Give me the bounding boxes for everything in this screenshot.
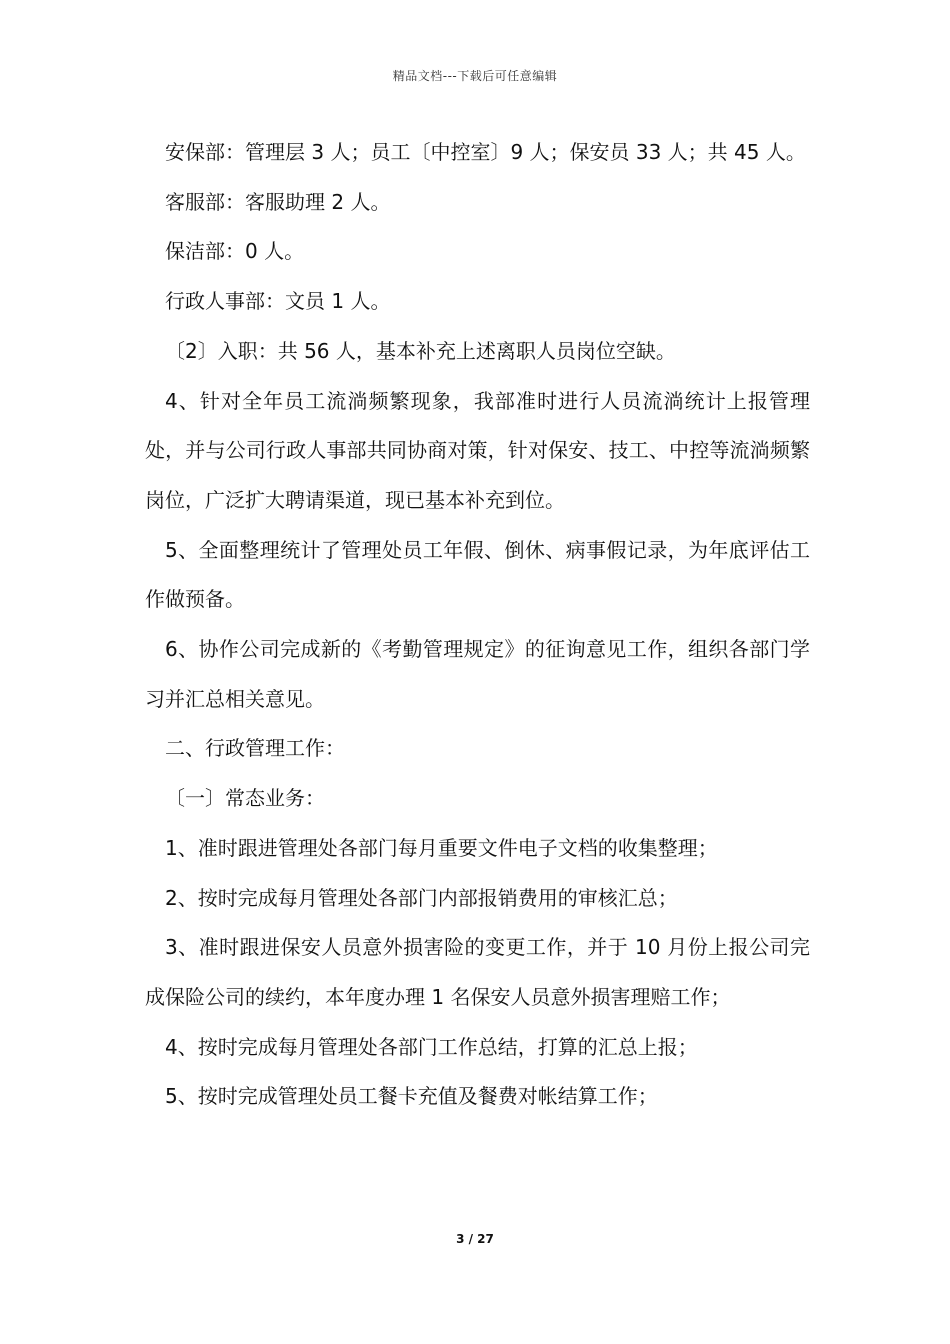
paragraph-item-5: 5、全面整理统计了管理处员工年假、倒休、病事假记录，为年底评估工作做预备。 [145,537,810,612]
paragraph-cleaning-dept: 保洁部：0 人。 [165,239,305,264]
list-item-3: 3、准时跟进保安人员意外损害险的变更工作，并于 10 月份上报公司完成保险公司的续约，本年度办理 1 名保安人员意外损害理赔工作； [145,935,810,1009]
paragraph-customer-service-dept: 客服部：客服助理 2 人。 [165,189,391,214]
page-header: 精品文档---下载后可任意编辑 [392,69,558,83]
paragraph-onboarding: 〔2〕入职：共 56 人，基本补充上述离职人员岗位空缺。 [165,338,676,363]
subsection-heading-routine: 〔一〕常态业务： [165,786,325,811]
list-item-5: 5、按时完成管理处员工餐卡充值及餐费对帐结算工作； [165,1084,658,1109]
list-item-1: 1、准时跟进管理处各部门每月重要文件电子文档的收集整理； [165,835,718,860]
section-heading-admin: 二、行政管理工作： [165,736,345,761]
paragraph-item-4: 4、针对全年员工流淌频繁现象，我部准时进行人员流淌统计上报管理处，并与公司行政人事部共同协商对策，针对保安、技工、中控等流淌频繁岗位，广泛扩大聘请渠道，现已基本补充到位。 [145,388,810,512]
page-number: 3 / 27 [456,1232,494,1246]
list-item-4: 4、按时完成每月管理处各部门工作总结，打算的汇总上报； [165,1034,698,1059]
document-body [145,128,810,1122]
paragraph-admin-hr-dept: 行政人事部：文员 1 人。 [165,289,391,314]
list-item-2: 2、按时完成每月管理处各部门内部报销费用的审核汇总； [165,885,678,910]
paragraph-item-6: 6、协作公司完成新的《考勤管理规定》的征询意见工作，组织各部门学习并汇总相关意见。 [145,637,810,711]
paragraph-security-dept: 安保部：管理层 3 人；员工〔中控室〕9 人；保安员 33 人；共 45 人。 [165,140,806,164]
